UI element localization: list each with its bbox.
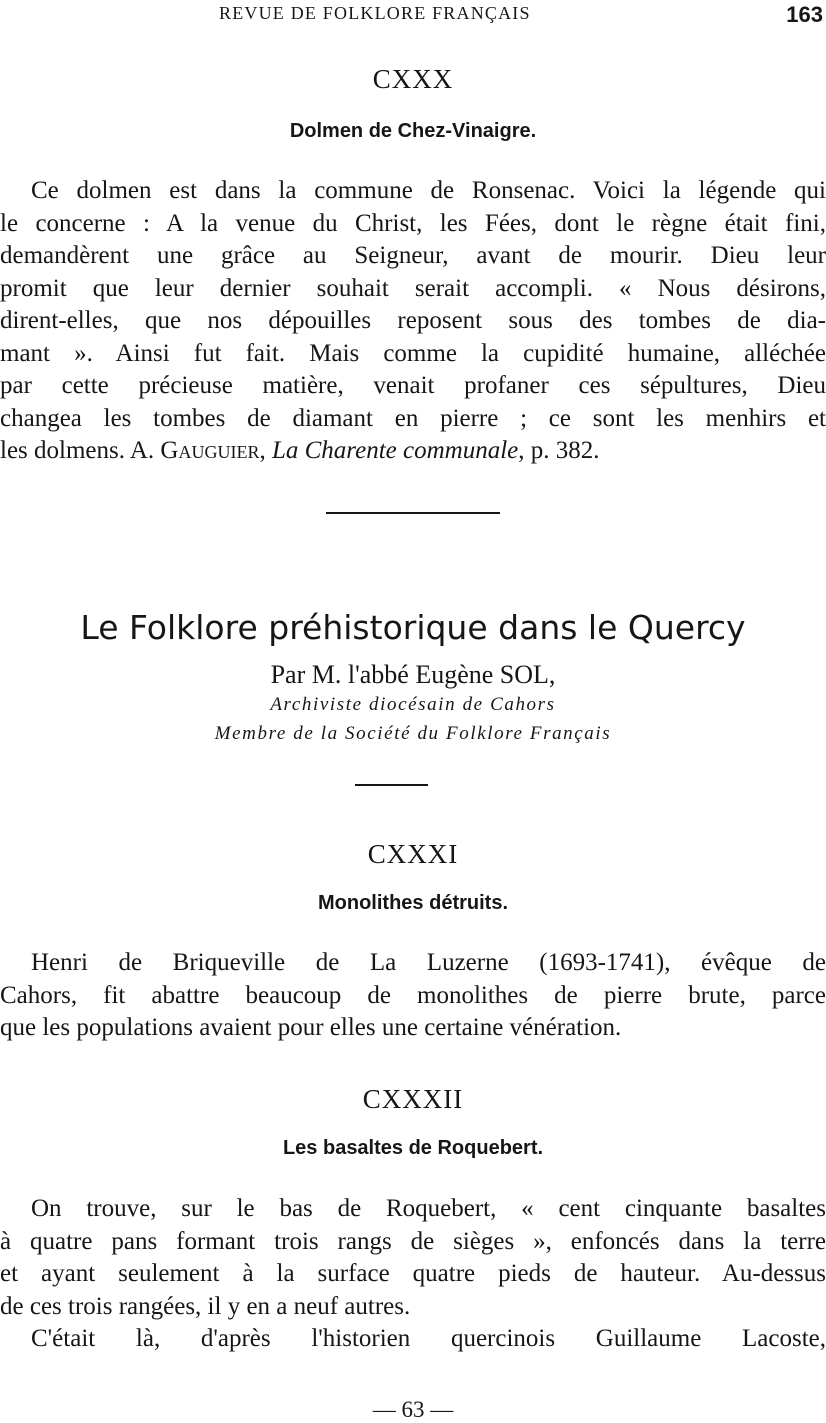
section-title: Dolmen de Chez-Vinaigre. (289, 120, 537, 142)
citation-separator: , (259, 437, 272, 464)
separator-rule-short (355, 784, 428, 786)
article-affiliation-2: Membre de la Société du Folklore Français (214, 723, 612, 744)
text-line: Ce dolmen est dans la commune de Ronsenac. Voici la légende qui (31, 177, 826, 204)
section-body (0, 175, 826, 468)
page-number-bottom: — 63 — (372, 1397, 454, 1422)
text-line: Cahors, fit abattre beaucoup de monolithes de pierre brute, parce (0, 981, 826, 1009)
section-number: CXXXI (367, 839, 459, 869)
text-line: C'était là, d'après l'historien quercinois Guillaume Lacoste, (31, 1325, 826, 1352)
section-body (0, 947, 826, 1045)
article-byline: Par M. l'abbé Eugène SOL, (270, 660, 556, 689)
section-body (0, 1193, 826, 1356)
text-line: demandèrent une grâce au Seigneur, avant de mourir. Dieu leur (0, 242, 826, 269)
text-line: à quatre pans formant trois rangs de sièges », enfoncés dans la terre (0, 1227, 826, 1255)
text-line: promit que leur dernier souhait serait accompli. « Nous désirons, (0, 274, 826, 302)
text-line: mant ». Ainsi fut fait. Mais comme la cupidité humaine, alléchée (0, 339, 826, 367)
text-line: Henri de Briqueville de La Luzerne (1693-1741), évêque de (31, 949, 826, 976)
text-line: le concerne : A la venue du Christ, les Fées, dont le règne était fini, (0, 209, 826, 237)
section-number: CXXX (372, 64, 454, 94)
section-title: Monolithes détruits. (318, 892, 508, 914)
text-line: de ces trois rangées, il y en a neuf autres. (0, 1292, 411, 1320)
text-line: par cette précieuse matière, venait profaner ces sépultures, Dieu (0, 372, 826, 399)
citation-book-title: La Charente communale (271, 437, 519, 464)
separator-rule (326, 512, 500, 514)
running-title: REVUE DE FOLKLORE FRANÇAIS (219, 3, 531, 23)
running-header (0, 2, 826, 26)
page-number-top: 163 (786, 2, 823, 27)
article-affiliation-1: Archiviste diocésain de Cahors (270, 694, 556, 715)
citation-author: Gauguier (160, 437, 260, 464)
text-line: que les populations avaient pour elles une certaine vénération. (0, 1014, 622, 1041)
text-line: On trouve, sur le bas de Roquebert, « cent cinquante basaltes (31, 1195, 826, 1222)
article-title: Le Folklore préhistorique dans le Quercy (80, 608, 746, 647)
text-line: et ayant seulement à la surface quatre pieds de hauteur. Au-dessus (0, 1260, 826, 1287)
section-number: CXXXII (362, 1084, 464, 1114)
citation-page: , p. 382. (518, 437, 600, 464)
text-line: changea les tombes de diamant en pierre ; ce sont les menhirs et (0, 404, 826, 432)
text-line: dirent-elles, que nos dépouilles reposent sous des tombes de dia- (0, 307, 826, 334)
citation-line (0, 435, 826, 468)
citation-start: les dolmens. A. (0, 437, 161, 464)
section-title: Les basaltes de Roquebert. (282, 1137, 544, 1159)
